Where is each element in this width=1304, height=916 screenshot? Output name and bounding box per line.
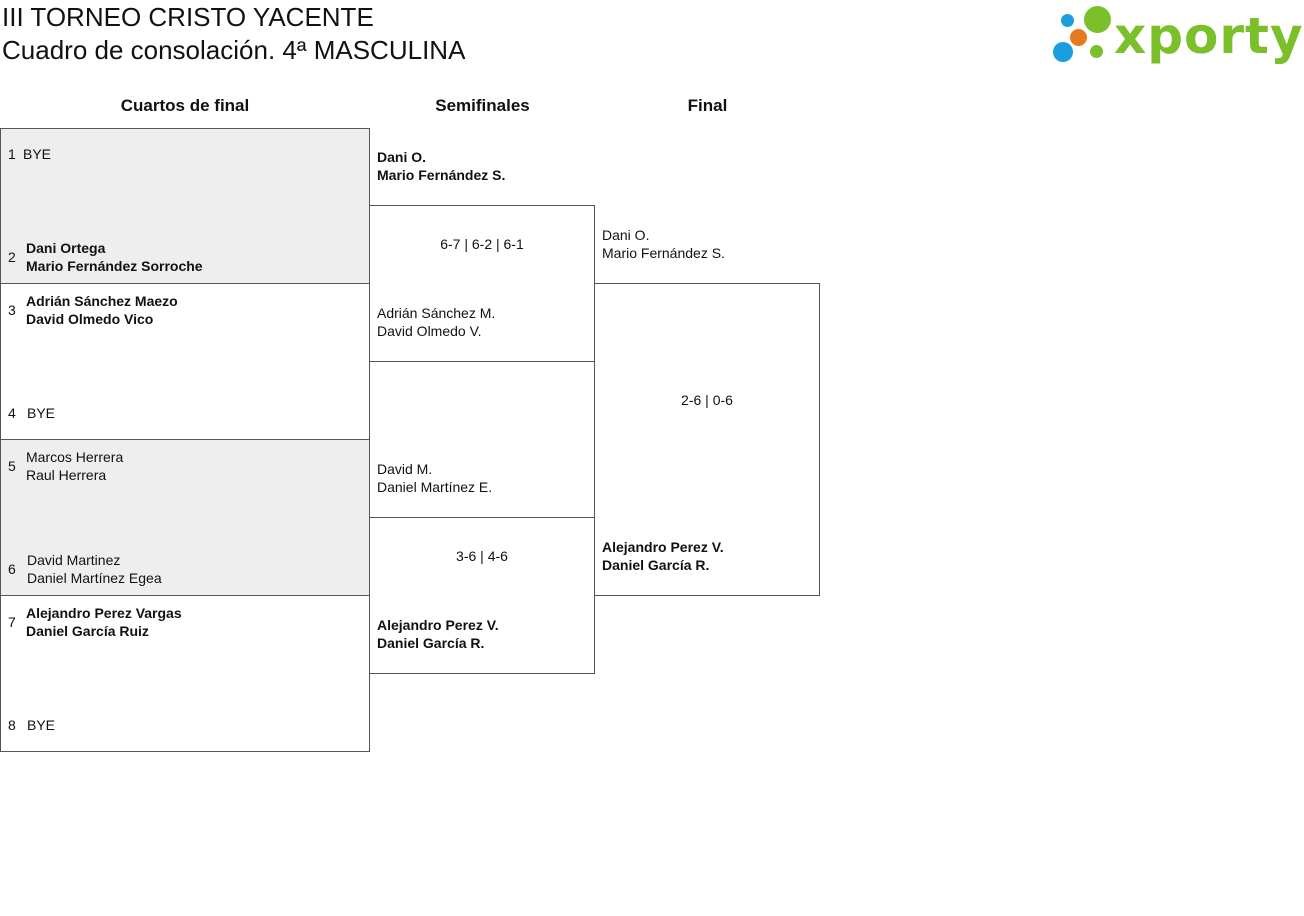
column-header-semifinals: Semifinales [435,96,530,115]
seed-number: 6 [8,561,16,577]
team-entry [26,448,123,484]
player-name: Mario Fernández S. [602,245,725,261]
player-name: Adrián Sánchez Maezo [26,293,178,309]
player-name: Dani Ortega [26,240,106,256]
logo-dot-blue-small-icon [1061,14,1074,27]
player-name: David Martinez [27,552,121,568]
seed-number: 8 [8,717,16,733]
player-name: Daniel García R. [602,557,710,573]
semifinal-team [377,460,492,496]
player-name: Adrián Sánchez M. [377,305,496,321]
semifinal-score: 6-7 | 6-2 | 6-1 [440,236,524,252]
team-entry [26,292,178,328]
player-name: Daniel García R. [377,635,485,651]
player-name: David Olmedo Vico [26,311,154,327]
column-header-final: Final [687,96,728,115]
player-name: Alejandro Perez Vargas [26,605,182,621]
player-name: BYE [27,405,56,421]
logo-text: xporty [1114,7,1304,65]
team-entry [23,145,51,163]
player-name: Marcos Herrera [26,449,124,465]
logo-dot-orange-icon [1070,29,1087,46]
semifinal-team [377,148,505,184]
player-name: BYE [27,717,56,733]
seed-number: 1 [8,146,16,162]
draw-subtitle: Cuadro de consolación. 4ª MASCULINA [2,35,466,65]
player-name: Daniel García Ruiz [26,623,149,639]
player-name: David Olmedo V. [377,323,482,339]
seed-number: 4 [8,405,16,421]
semifinal-score: 3-6 | 4-6 [456,548,508,564]
logo-dot-green-icon [1084,6,1111,33]
seed-number: 3 [8,302,16,318]
team-entry [27,551,162,587]
player-name: Daniel Martínez E. [377,479,493,495]
player-name: Mario Fernández S. [377,167,506,183]
final-team [602,538,724,574]
player-name: Daniel Martínez Egea [27,570,162,586]
column-header-quarterfinals: Cuartos de final [120,96,250,115]
seed-number: 5 [8,458,16,474]
player-name: Alejandro Perez V. [602,539,724,555]
player-name: Mario Fernández Sorroche [26,258,203,274]
team-entry [27,716,55,734]
player-name: Alejandro Perez V. [377,617,499,633]
tournament-title: III TORNEO CRISTO YACENTE [2,2,374,32]
logo-dot-blue-large-icon [1053,42,1073,62]
final-score: 2-6 | 0-6 [681,392,733,408]
team-entry [27,404,55,422]
semifinal-team [377,304,495,340]
player-name: Dani O. [602,227,650,243]
logo-dot-green-small-icon [1090,45,1103,58]
team-entry [26,239,203,275]
team-entry [26,604,182,640]
player-name: David M. [377,461,433,477]
semifinal-team [377,616,499,652]
xporty-logo [1052,4,1304,68]
final-team [602,226,725,262]
player-name: BYE [23,146,52,162]
seed-number: 7 [8,614,16,630]
player-name: Raul Herrera [26,467,107,483]
player-name: Dani O. [377,149,427,165]
seed-number: 2 [8,249,16,265]
